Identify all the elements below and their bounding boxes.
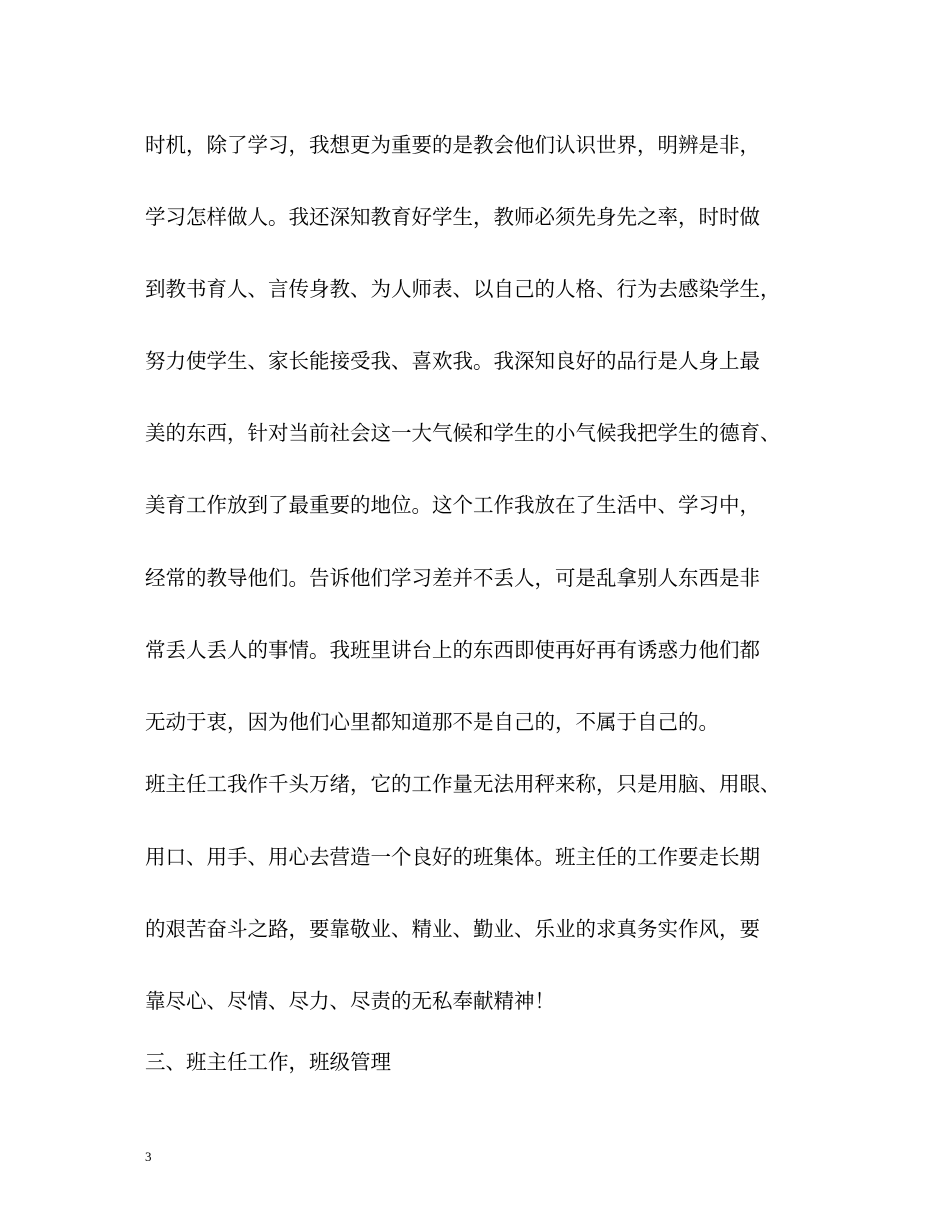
body-text-line: 努力使学生、家长能接受我、喜欢我。我深知良好的品行是人身上最 [145, 349, 760, 373]
body-text-line: 的艰苦奋斗之路，要靠敬业、精业、勤业、乐业的求真务实作风，要 [145, 917, 760, 941]
page-number: 3 [145, 1149, 152, 1164]
body-text-line: 无动于衷，因为他们心里都知道那不是自己的，不属于自己的。 [145, 710, 719, 734]
body-text-line: 到教书育人、言传身教、为人师表、以自己的人格、行为去感染学生， [145, 277, 781, 301]
body-text-line: 美的东西，针对当前社会这一大气候和学生的小气候我把学生的德育、 [145, 421, 781, 445]
body-text-line: 靠尽心、尽情、尽力、尽责的无私奉献精神！ [145, 989, 555, 1013]
body-text-line: 经常的教导他们。告诉他们学习差并不丢人，可是乱拿别人东西是非 [145, 566, 760, 590]
body-text-line: 学习怎样做人。我还深知教育好学生，教师必须先身先之率，时时做 [145, 205, 760, 229]
section-heading: 三、班主任工作，班级管理 [145, 1050, 391, 1074]
body-text-line: 用口、用手、用心去营造一个良好的班集体。班主任的工作要走长期 [145, 845, 760, 869]
body-text-line: 时机，除了学习，我想更为重要的是教会他们认识世界，明辨是非， [145, 133, 760, 157]
body-text-line: 常丢人丢人的事情。我班里讲台上的东西即使再好再有诱惑力他们都 [145, 638, 760, 662]
body-text-line: 美育工作放到了最重要的地位。这个工作我放在了生活中、学习中， [145, 493, 760, 517]
body-text-line: 班主任工我作千头万绪，它的工作量无法用秤来称，只是用脑、用眼、 [145, 772, 781, 796]
